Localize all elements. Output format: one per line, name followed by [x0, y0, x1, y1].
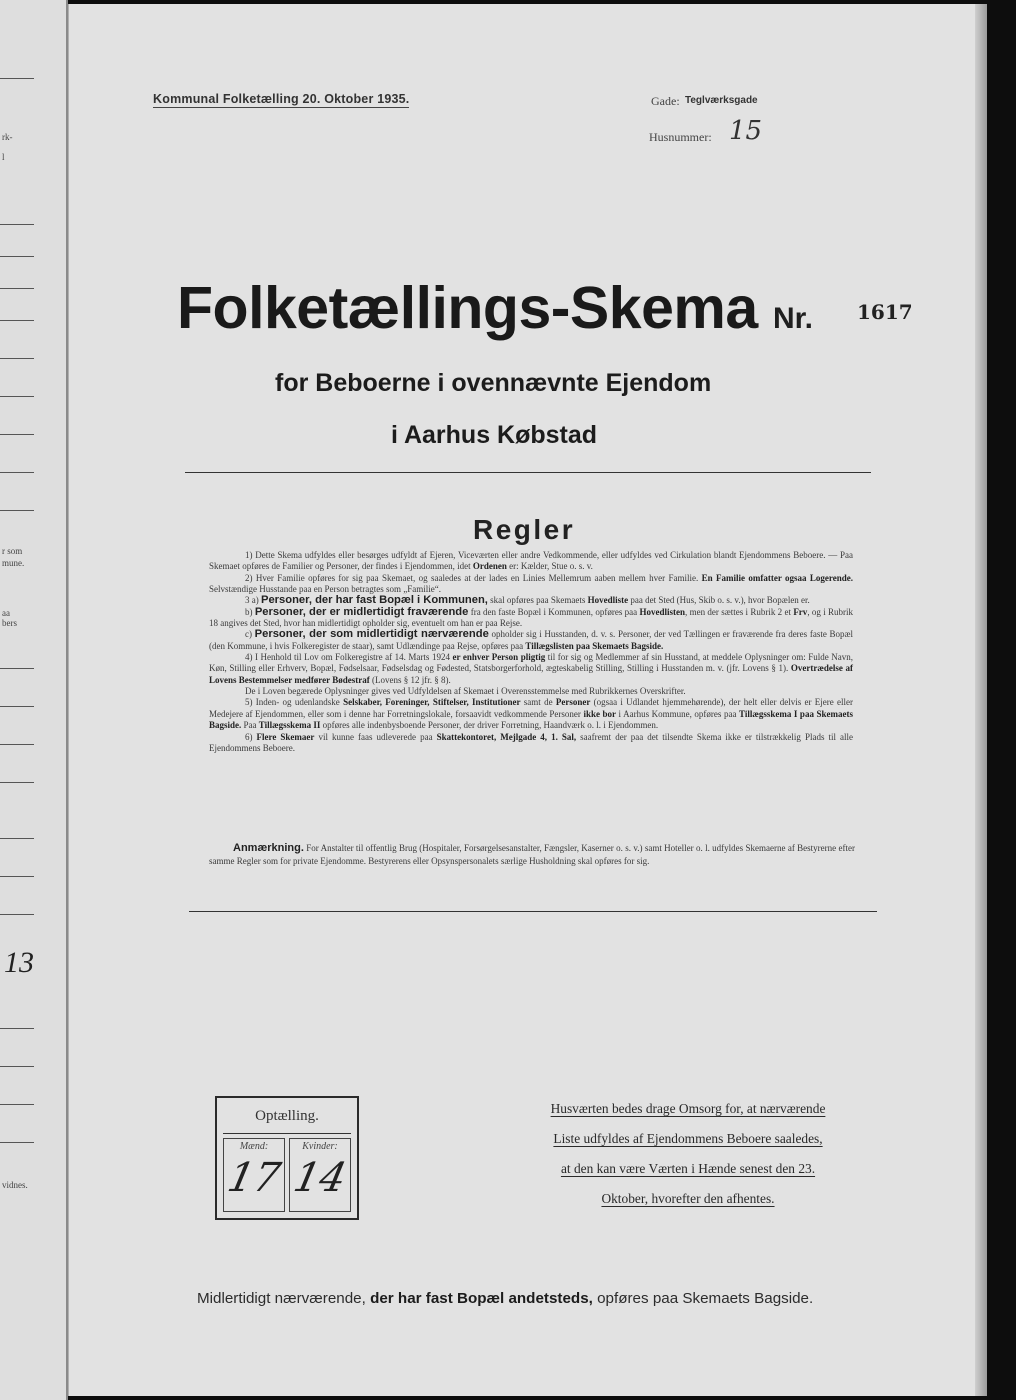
street-label: Gade: — [651, 94, 680, 108]
ruled-line — [0, 782, 34, 783]
ruled-line — [0, 744, 34, 745]
page-fragment: r som — [2, 546, 23, 556]
rule-3a: 3 a) Personer, der har fast Bopæl i Kommunen, skal opføres paa Skemaets Hovedliste paa det Sted (Hus, Skib o. s. v.), hvor Bopælen er. — [245, 594, 810, 607]
ruled-line — [0, 358, 34, 359]
divider — [189, 911, 877, 912]
women-count-handwritten: 14 — [289, 1155, 351, 1201]
divider — [185, 472, 871, 473]
rule-4-note: De i Loven begærede Oplysninger gives ved Udfyldelsen af Skemaet i Overensstemmelse med Rubrikkernes Overskrifter. — [245, 686, 686, 697]
page-edge — [975, 4, 987, 1396]
count-box — [215, 1096, 359, 1220]
form-subtitle-1: for Beboerne i ovennævnte Ejendom — [275, 369, 712, 397]
ruled-line — [0, 256, 34, 257]
ruled-line — [0, 1104, 34, 1105]
annotation-note — [209, 842, 855, 869]
annotation-heading: Anmærkning. — [233, 842, 304, 854]
census-header: Kommunal Folketælling 20. Oktober 1935. — [153, 92, 410, 106]
page-fragment: aa — [2, 608, 10, 618]
page-fragment: mune. — [2, 558, 25, 568]
page-fragment: l — [2, 152, 5, 162]
rule-4: 4) I Henhold til Lov om Folkeregistre af 14. Marts 1924 er enhver Person pligtig til for sig og Medlemmer af sin Husstand, at meddele Oplysninger om: Fulde Navn, Køn, Stilling eller Erhverv, Bopæl, Fødselsaar, Fødselsdag og Fødested, Statsborgerforhold, ægteskabelig Stilling, Stilling i Husstanden m. v. (jfr. Lovens § 1). Overtrædelse af Lovens Bestemmelser medfører Bødestraf (Lovens § 12 jfr. § 8). — [209, 652, 854, 685]
ruled-line — [0, 876, 34, 877]
ruled-line — [0, 434, 34, 435]
count-men-cell — [223, 1138, 285, 1212]
rule-1: 1) Dette Skema udfyldes eller besørges udfyldt af Ejeren, Viceværten eller andre Vedkommende, eller udfyldes ved Cirkulation blandt Ejendommens Beboere. — Paa Skemaet opføres de Familier og Personer, der findes i Ejendommen, idet Ordenen er: Kælder, Stue o. s. v. — [209, 550, 853, 572]
ruled-line — [0, 396, 34, 397]
ruled-line — [0, 78, 34, 79]
rule-3c: c) Personer, der som midlertidigt nærværende opholder sig i Husstanden, d. v. s. Personer, der ved Tællingen er fraværende fra deres faste Bopæl (den Kommune, i hvis Folkeregister de staar), samt Udlændinge paa Rejse, opføres paa Tillægslisten paa Skemaets Bagside. — [209, 628, 853, 651]
form-subtitle-2: i Aarhus Købstad — [391, 421, 598, 449]
rule-2: 2) Hver Familie opføres for sig paa Skemaet, og saaledes at der lades en Linies Mellemrum aaben mellem hver Familie. En Familie omfatter ogsaa Logerende. Selvstændige Husstande paa en Person betragtes som „Familie“. — [209, 572, 853, 595]
page-fragment: vidnes. — [2, 1180, 28, 1190]
notice-line: at den kan være Værten i Hænde senest den 23. — [560, 1161, 816, 1176]
ruled-line — [0, 510, 34, 511]
census-form-page — [68, 4, 987, 1396]
count-women-cell — [289, 1138, 351, 1212]
street-value-stamp: Teglværksgade — [685, 95, 758, 106]
annotation-text: For Anstalter til offentlig Brug (Hospitaler, Forsørgelsesanstalter, Fængsler, Kaserner o. s. v.) samt Hoteller o. l. udfyldes Skemaerne af Bestyrerne efter samme Regler som for private Ejendomme. Bestyrerens eller Opsynspersonalets særlige Husholdning skal opføres for sig. — [209, 843, 855, 867]
ruled-line — [0, 288, 34, 289]
house-number-handwritten: 15 — [729, 116, 763, 146]
ruled-line — [0, 472, 34, 473]
rule-3b: b) Personer, der er midlertidigt fraværende fra den faste Bopæl i Kommunen, opføres paa Hovedlisten, men der sættes i Rubrik 2 et Frv, og i Rubrik 18 angives det Sted, hvor han midlertidigt opholder sig, eventuelt om han er paa Rejse. — [209, 605, 854, 629]
men-count-handwritten: 17 — [223, 1155, 285, 1201]
count-title: Optælling. — [255, 1108, 319, 1124]
notice-line: Liste udfyldes af Ejendommens Beboere saaledes, — [553, 1131, 823, 1146]
ruled-line — [0, 838, 34, 839]
rules-body — [209, 550, 853, 754]
page-fragment: rk- — [2, 132, 13, 142]
house-number-label: Husnummer: — [649, 130, 712, 144]
form-number-value: 1617 — [857, 300, 913, 324]
ruled-line — [0, 706, 34, 707]
rule-6: 6) Flere Skemaer vil kunne faas udleverede paa Skattekontoret, Mejlgade 4, 1. Sal, saafremt der paa det tilsendte Skema ikke er tilstrækkelig Plads til alle Ejendommens Beboere. — [209, 731, 854, 753]
page-fragment: bers — [2, 618, 17, 628]
ruled-line — [0, 1028, 34, 1029]
ruled-line — [0, 320, 34, 321]
ruled-line — [0, 914, 34, 915]
footer-note: Midlertidigt nærværende, der har fast Bopæl andetsteds, opføres paa Skemaets Bagside. — [197, 1290, 814, 1307]
count-divider — [223, 1133, 351, 1134]
form-number-label: Nr. — [773, 302, 814, 335]
landlord-notice — [513, 1094, 863, 1214]
handwritten-number: 13 — [4, 946, 34, 979]
men-label: Mænd: — [239, 1141, 269, 1152]
ruled-line — [0, 1142, 34, 1143]
form-title: Folketællings-Skema — [177, 275, 758, 341]
notice-line: Husværten bedes drage Omsorg for, at nærværende — [550, 1101, 826, 1116]
women-label: Kvinder: — [302, 1141, 338, 1152]
previous-page-strip — [0, 0, 68, 1400]
notice-line: Oktober, hvorefter den afhentes. — [601, 1191, 775, 1206]
ruled-line — [0, 224, 34, 225]
ruled-line — [0, 668, 34, 669]
ruled-line — [0, 1066, 34, 1067]
rule-5: 5) Inden- og udenlandske Selskaber, Foreninger, Stiftelser, Institutioner samt de Personer (ogsaa i Udlandet hjemmehørende), der helt eller delvis er Ejere eller Medejere af Ejendommen, eller som i denne har Forretningslokale, forsaavidt vedkommende Personer ikke bor i Aarhus Kommune, opføres paa Tillægsskema I paa Skemaets Bagside. Paa Tillægsskema II opføres alle indenbysboende Personer, der driver Forretning, Haandværk o. l. i Ejendommen. — [209, 697, 854, 731]
rules-heading: Regler — [473, 514, 576, 545]
